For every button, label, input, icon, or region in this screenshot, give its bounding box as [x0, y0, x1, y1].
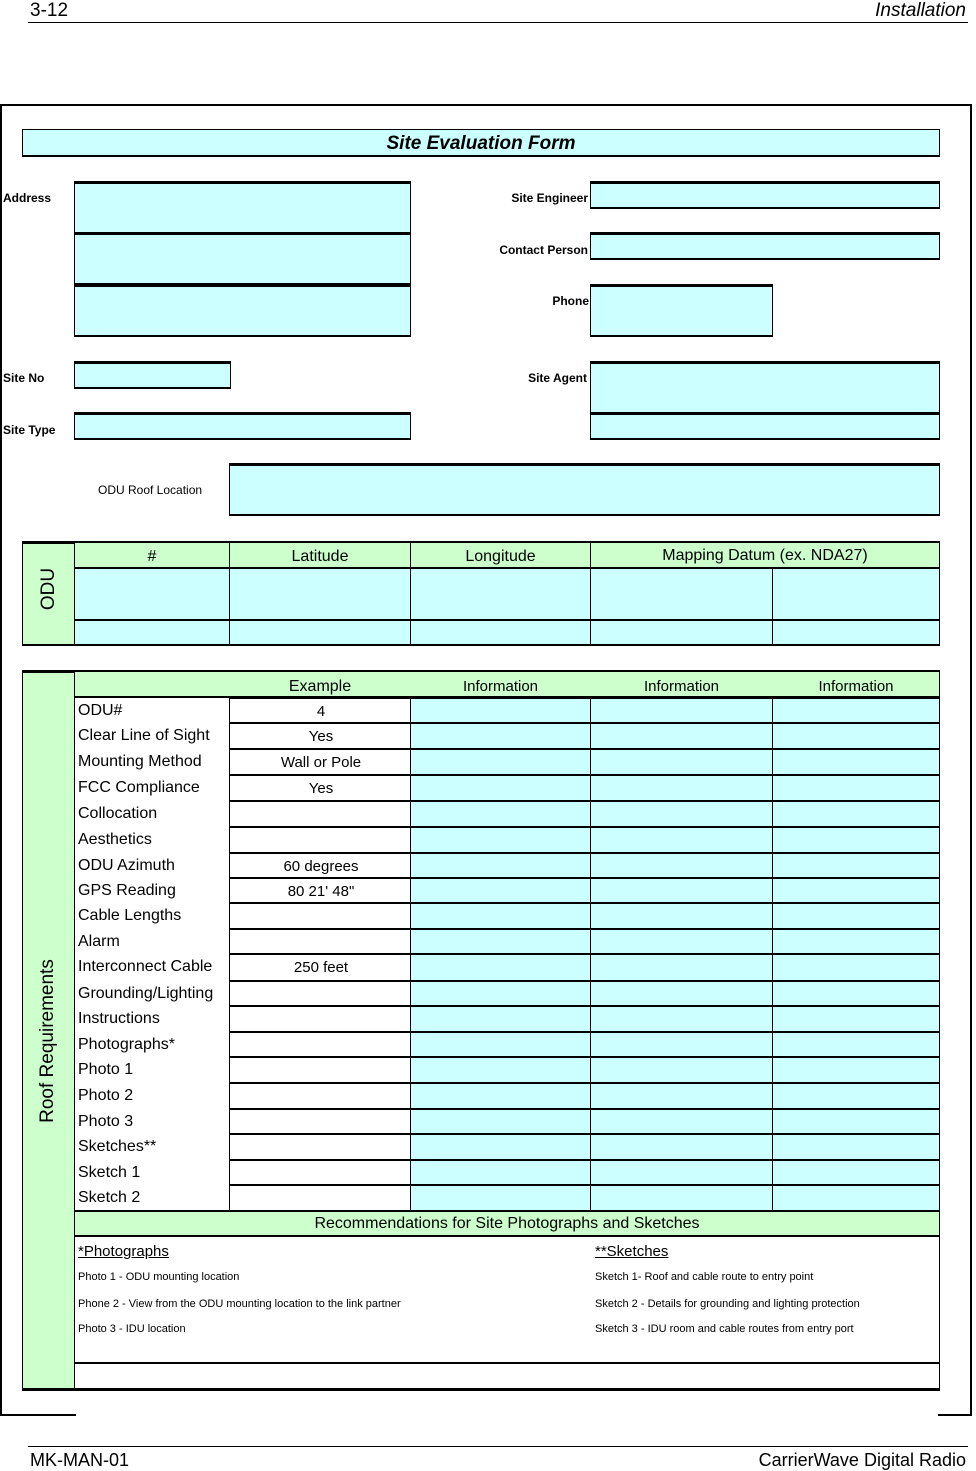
sketch-item: Sketch 3 - IDU room and cable routes from entry port	[595, 1323, 854, 1335]
roof-info-cell[interactable]	[772, 826, 940, 854]
roof-info-cell[interactable]	[410, 877, 591, 904]
roof-row-label: FCC Compliance	[78, 779, 200, 796]
roof-row-label: Photo 3	[78, 1113, 134, 1130]
roof-info-cell[interactable]	[410, 1108, 591, 1135]
roof-info-cell[interactable]	[410, 748, 591, 776]
site-agent-label: Site Agent	[528, 371, 587, 385]
roof-example-value: Yes	[308, 728, 334, 745]
roof-info-cell[interactable]	[590, 1159, 773, 1186]
site-agent-field-2[interactable]	[590, 412, 940, 440]
roof-info-cell[interactable]	[410, 826, 591, 854]
odu-cell[interactable]	[590, 619, 773, 646]
roof-header-info-1: Information	[462, 678, 539, 695]
odu-cell[interactable]	[74, 619, 230, 646]
roof-info-cell[interactable]	[772, 748, 940, 776]
roof-info-cell[interactable]	[410, 902, 591, 930]
photo-item: Phone 2 - View from the ODU mounting location to the link partner	[78, 1298, 401, 1310]
roof-info-cell[interactable]	[772, 1184, 940, 1213]
roof-row-label: Photo 2	[78, 1087, 134, 1104]
roof-info-cell[interactable]	[590, 1108, 773, 1135]
roof-row-label: GPS Reading	[78, 882, 176, 899]
roof-info-cell[interactable]	[410, 774, 591, 802]
roof-example-cell	[229, 1108, 411, 1135]
roof-info-cell[interactable]	[410, 722, 591, 750]
roof-info-cell[interactable]	[410, 1056, 591, 1084]
roof-info-cell[interactable]	[590, 928, 773, 955]
roof-info-cell[interactable]	[590, 1133, 773, 1161]
site-type-field[interactable]	[74, 412, 411, 440]
roof-example-value: 250 feet	[293, 959, 349, 976]
address-field-2[interactable]	[74, 232, 411, 285]
roof-info-cell[interactable]	[590, 877, 773, 904]
odu-cell[interactable]	[229, 619, 411, 646]
frame-bottom-right	[938, 1414, 972, 1416]
footer-rule	[28, 1446, 968, 1447]
roof-row-label: Grounding/Lighting	[78, 985, 214, 1002]
site-type-label: Site Type	[3, 423, 56, 437]
roof-example-value: Wall or Pole	[280, 754, 362, 771]
roof-info-cell[interactable]	[772, 800, 940, 828]
roof-info-cell[interactable]	[410, 852, 591, 879]
roof-info-cell[interactable]	[590, 852, 773, 879]
phone-field[interactable]	[590, 284, 773, 337]
roof-row-label: Photographs*	[78, 1036, 175, 1053]
roof-info-cell[interactable]	[590, 1056, 773, 1084]
sketch-item: Sketch 1- Roof and cable route to entry point	[595, 1271, 814, 1283]
odu-cell[interactable]	[74, 567, 230, 621]
sketch-item: Sketch 2 - Details for grounding and lighting protection	[595, 1298, 860, 1310]
photo-item: Photo 3 - IDU location	[78, 1323, 186, 1335]
roof-row-label: Cable Lengths	[78, 907, 182, 924]
roof-info-cell[interactable]	[590, 1184, 773, 1213]
roof-row-label: ODU Azimuth	[78, 857, 175, 874]
footer-product: CarrierWave Digital Radio	[758, 1450, 966, 1470]
roof-info-cell[interactable]	[772, 1082, 940, 1110]
roof-example-cell	[229, 1005, 411, 1033]
roof-row-label: Photo 1	[78, 1061, 134, 1078]
roof-row-label: Aesthetics	[78, 831, 152, 848]
roof-header-blank	[74, 670, 230, 698]
roof-info-cell[interactable]	[772, 697, 940, 724]
site-agent-field-1[interactable]	[590, 361, 940, 414]
roof-info-cell[interactable]	[590, 826, 773, 854]
site-no-label: Site No	[3, 371, 45, 385]
roof-row-label: Interconnect Cable	[78, 958, 213, 975]
odu-cell[interactable]	[590, 567, 773, 621]
roof-example-cell	[229, 1133, 411, 1161]
roof-header-info-3: Information	[818, 678, 894, 695]
roof-example-cell	[229, 1056, 411, 1084]
roof-info-cell[interactable]	[410, 980, 591, 1007]
roof-info-cell[interactable]	[772, 1159, 940, 1186]
roof-side-label: Roof Requirements	[37, 959, 58, 1123]
roof-info-cell[interactable]	[772, 902, 940, 930]
roof-row-label: Collocation	[78, 805, 158, 822]
roof-info-cell[interactable]	[772, 774, 940, 802]
roof-row-label: Mounting Method	[78, 753, 202, 770]
roof-header-info-2: Information	[643, 678, 720, 695]
roof-info-cell[interactable]	[590, 1005, 773, 1033]
odu-header-datum-text: Mapping Datum (ex. NDA27)	[662, 547, 868, 564]
roof-row-label: Sketches**	[78, 1138, 157, 1155]
odu-roof-location-label: ODU Roof Location	[98, 483, 203, 497]
photo-item: Photo 1 - ODU mounting location	[78, 1271, 240, 1283]
address-field-3[interactable]	[74, 284, 411, 337]
recommendations-box	[74, 1236, 940, 1391]
roof-example-cell	[229, 826, 411, 854]
roof-info-cell[interactable]	[772, 980, 940, 1007]
site-no-field[interactable]	[74, 361, 231, 389]
roof-info-cell[interactable]	[410, 1005, 591, 1033]
roof-example-cell	[229, 980, 411, 1007]
contact-person-field[interactable]	[590, 232, 940, 260]
roof-example-value: 80 21' 48"	[287, 883, 355, 900]
section-title: Installation	[875, 0, 966, 21]
roof-info-cell[interactable]	[772, 722, 940, 750]
address-label: Address	[3, 191, 52, 205]
roof-example-cell	[229, 1031, 411, 1058]
odu-header-lat-text: Latitude	[291, 548, 349, 565]
roof-row-label: Sketch 1	[78, 1164, 141, 1181]
roof-info-cell[interactable]	[590, 953, 773, 982]
odu-cell[interactable]	[410, 619, 591, 646]
roof-info-cell[interactable]	[410, 800, 591, 828]
roof-example-value: Yes	[308, 780, 334, 797]
header-rule	[28, 22, 968, 23]
roof-info-cell[interactable]	[410, 1133, 591, 1161]
roof-example-cell	[229, 1184, 411, 1213]
address-field-1[interactable]	[74, 181, 411, 234]
roof-example-cell	[229, 1159, 411, 1186]
roof-info-cell[interactable]	[410, 1082, 591, 1110]
roof-info-cell[interactable]	[772, 953, 940, 982]
roof-info-cell[interactable]	[772, 852, 940, 879]
roof-info-cell[interactable]	[772, 1108, 940, 1135]
roof-row-label: Alarm	[78, 933, 120, 950]
odu-header-lon-text: Longitude	[465, 548, 536, 565]
roof-example-cell	[229, 928, 411, 955]
photographs-heading: *Photographs	[78, 1243, 169, 1260]
roof-info-cell[interactable]	[590, 800, 773, 828]
site-engineer-field[interactable]	[590, 181, 940, 209]
roof-info-cell[interactable]	[590, 1031, 773, 1058]
roof-info-cell[interactable]	[410, 697, 591, 724]
roof-example-value: 60 degrees	[283, 858, 359, 875]
roof-row-label: Clear Line of Sight	[78, 727, 210, 744]
roof-header-example-text: Example	[288, 678, 352, 695]
roof-info-cell[interactable]	[410, 928, 591, 955]
phone-label: Phone	[552, 294, 589, 308]
roof-info-cell[interactable]	[590, 774, 773, 802]
roof-info-cell[interactable]	[772, 1056, 940, 1084]
roof-info-cell[interactable]	[410, 1184, 591, 1213]
roof-row-label: Sketch 2	[78, 1189, 141, 1206]
roof-example-cell	[229, 800, 411, 828]
roof-info-cell[interactable]	[772, 877, 940, 904]
roof-info-cell[interactable]	[772, 1031, 940, 1058]
roof-info-cell[interactable]	[772, 1005, 940, 1033]
roof-info-cell[interactable]	[410, 1031, 591, 1058]
odu-side-label: ODU	[38, 567, 59, 611]
roof-info-cell[interactable]	[590, 697, 773, 724]
frame-bottom-left	[0, 1414, 76, 1416]
odu-cell[interactable]	[410, 567, 591, 621]
roof-info-cell[interactable]	[590, 748, 773, 776]
roof-row-label: ODU#	[78, 702, 123, 719]
roof-info-cell[interactable]	[590, 980, 773, 1007]
roof-info-cell[interactable]	[772, 928, 940, 955]
odu-cell[interactable]	[229, 567, 411, 621]
odu-cell[interactable]	[772, 567, 940, 621]
odu-cell[interactable]	[772, 619, 940, 646]
roof-info-cell[interactable]	[410, 953, 591, 982]
roof-example-cell	[229, 902, 411, 930]
roof-example-cell	[229, 1082, 411, 1110]
odu-roof-location-field[interactable]	[229, 463, 940, 516]
roof-info-cell[interactable]	[590, 1082, 773, 1110]
odu-header-num-text: #	[147, 548, 157, 565]
roof-row-label: Instructions	[78, 1010, 160, 1027]
recommendations-divider	[74, 1362, 940, 1364]
sketches-heading: **Sketches	[595, 1243, 669, 1260]
roof-example-value: 4	[316, 703, 326, 720]
site-engineer-label: Site Engineer	[511, 191, 588, 205]
roof-info-cell[interactable]	[410, 1159, 591, 1186]
page-number: 3-12	[30, 0, 69, 21]
recommendations-title: Recommendations for Site Photographs and Sketches	[314, 1215, 700, 1232]
form-title: Site Evaluation Form	[386, 133, 576, 154]
roof-info-cell[interactable]	[590, 902, 773, 930]
roof-info-cell[interactable]	[772, 1133, 940, 1161]
roof-info-cell[interactable]	[590, 722, 773, 750]
contact-person-label: Contact Person	[499, 243, 588, 257]
footer-doc-id: MK-MAN-01	[30, 1450, 130, 1470]
